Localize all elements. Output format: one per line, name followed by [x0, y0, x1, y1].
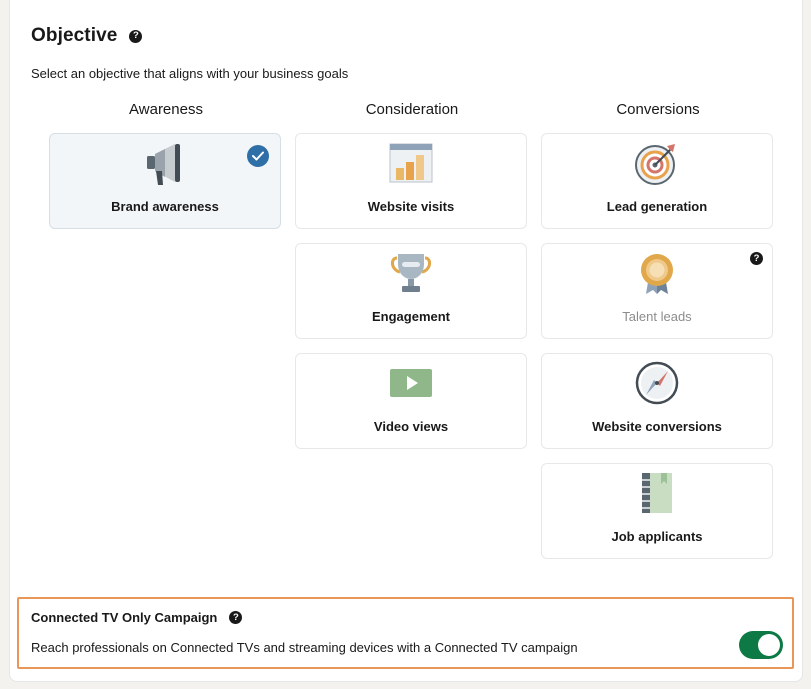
- card-label: Talent leads: [622, 309, 692, 324]
- card-label: Video views: [373, 419, 449, 434]
- card-label: Website visits: [367, 199, 455, 214]
- objective-card-engagement[interactable]: [295, 243, 527, 339]
- objective-card-video-views[interactable]: [295, 353, 527, 449]
- column-heading-awareness: Awareness: [129, 101, 203, 118]
- card-label: Website conversions: [592, 419, 722, 434]
- connected-tv-section: [17, 597, 794, 669]
- connected-tv-description: Reach professionals on Connected TVs and streaming devices with a Connected TV campaign: [31, 640, 578, 655]
- video-play-icon: [387, 360, 435, 406]
- objective-card-website-visits[interactable]: [295, 133, 527, 229]
- connected-tv-title-text: Connected TV Only Campaign: [31, 610, 218, 625]
- notebook-icon: [633, 470, 681, 516]
- help-icon[interactable]: ?: [750, 252, 763, 265]
- trophy-icon: [387, 250, 435, 296]
- card-label: Engagement: [371, 309, 450, 324]
- connected-tv-toggle[interactable]: [739, 631, 783, 659]
- megaphone-icon: [141, 140, 189, 186]
- objective-subtitle: Select an objective that aligns with your business goals: [31, 66, 349, 81]
- toggle-knob: [758, 634, 780, 656]
- column-heading-consideration: Consideration: [365, 101, 459, 118]
- objective-title-text: Objective: [31, 25, 118, 46]
- card-label: Job applicants: [611, 529, 703, 544]
- objective-card-lead-generation[interactable]: [541, 133, 773, 229]
- card-label: Lead generation: [606, 199, 708, 214]
- objective-title: [31, 25, 142, 47]
- objective-card-talent-leads[interactable]: [541, 243, 773, 339]
- award-ribbon-icon: [633, 250, 681, 296]
- compass-icon: [633, 360, 681, 406]
- help-icon[interactable]: ?: [229, 611, 242, 624]
- objective-card-job-applicants[interactable]: [541, 463, 773, 559]
- browser-bar-chart-icon: [387, 140, 435, 186]
- card-label: Brand awareness: [111, 199, 219, 214]
- column-heading-conversions: Conversions: [616, 101, 700, 118]
- connected-tv-title: [31, 610, 242, 625]
- objective-card-brand-awareness[interactable]: [49, 133, 281, 229]
- target-icon: [633, 140, 681, 186]
- help-icon[interactable]: ?: [129, 30, 142, 43]
- objective-panel: [9, 0, 803, 682]
- check-icon: [247, 145, 269, 167]
- objective-card-website-conversions[interactable]: [541, 353, 773, 449]
